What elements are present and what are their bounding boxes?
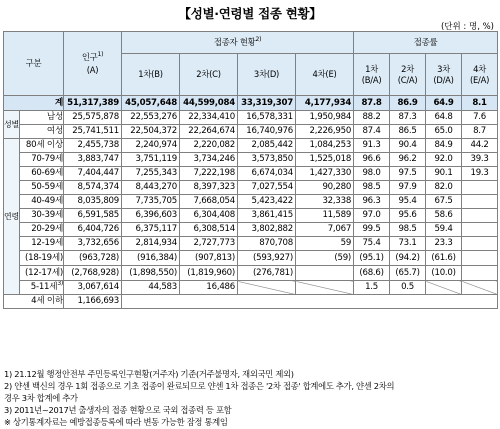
cell: (593,927) [238, 251, 296, 266]
footnote: 1) 21.12월 행정안전부 주민등록인구현황(거주자) 기준(거주불명자, 재외국민 제외) [4, 369, 294, 379]
cell: 3,802,882 [238, 223, 296, 237]
cell: 1,084,253 [296, 139, 354, 153]
table-row [4, 266, 498, 281]
header-rate: 접종률 [354, 32, 498, 54]
cell: 64.8 [426, 111, 462, 125]
cell: 6,375,117 [122, 223, 180, 237]
cell: 98.5 [354, 181, 390, 195]
cell: 7,067 [296, 223, 354, 237]
cell: 8,397,323 [180, 181, 238, 195]
header-rate1: 1차 (B/A) [354, 54, 390, 96]
cell: 44,583 [122, 281, 180, 295]
cell [462, 209, 498, 223]
cell: 7,735,705 [122, 195, 180, 209]
cell: 90.4 [390, 139, 426, 153]
cell: 8,574,374 [64, 181, 122, 195]
header-dose2: 2차(C) [180, 54, 238, 96]
cell: 7,668,054 [180, 195, 238, 209]
cell: 88.2 [354, 111, 390, 125]
cell: 7,404,447 [64, 167, 122, 181]
cell: 33,319,307 [238, 96, 296, 111]
cell: 3,861,415 [238, 209, 296, 223]
header-population: 인구$^{1)}$ (A) [64, 32, 122, 96]
cell: 84.9 [426, 139, 462, 153]
cell: (276,781) [238, 266, 296, 281]
cell: 23.3 [426, 237, 462, 251]
cell: 1.5 [354, 281, 390, 295]
row-label: 60-69세 [20, 167, 64, 181]
cell: 39.3 [462, 153, 498, 167]
cell: 870,708 [238, 237, 296, 251]
cell: 44,599,084 [180, 96, 238, 111]
cell: 64.9 [426, 96, 462, 111]
row-label: 남성 [20, 111, 64, 125]
footnote: 2) 얀센 백신의 경우 1회 접종으로 기초 접종이 완료되므로 얀센 1차 접종은 '2차 접종' 합계에도 추가, 얀센 2차의 [4, 381, 395, 391]
cell: 97.5 [390, 167, 426, 181]
header-vaccinated: 접종자 현황$^{2)}$ [122, 32, 354, 54]
cell: 2,085,442 [238, 139, 296, 153]
cell: 98.0 [354, 167, 390, 181]
table-row [4, 153, 498, 167]
cell: 16,578,331 [238, 111, 296, 125]
cell: 22,553,276 [122, 111, 180, 125]
cell: 59.4 [426, 223, 462, 237]
cell: 1,427,330 [296, 167, 354, 181]
cell: (10.0) [426, 266, 462, 281]
cell: 6,396,603 [122, 209, 180, 223]
cell: 67.5 [426, 195, 462, 209]
cell [462, 251, 498, 266]
table-row [4, 223, 498, 237]
header-rate2: 2차 (C/A) [390, 54, 426, 96]
table-row [4, 111, 498, 125]
vaccination-table [3, 31, 498, 309]
cell: 95.6 [390, 209, 426, 223]
table-row [4, 209, 498, 223]
cell: 6,591,585 [64, 209, 122, 223]
cell [462, 181, 498, 195]
cell: 2,455,738 [64, 139, 122, 153]
cell: 32,338 [296, 195, 354, 209]
table-row [4, 295, 498, 309]
row-label: (12-17세) [20, 266, 64, 281]
table-row [4, 281, 498, 295]
cell [462, 223, 498, 237]
cell: 22,264,674 [180, 125, 238, 139]
cell: 8,443,270 [122, 181, 180, 195]
table-row [4, 237, 498, 251]
cell: 1,166,693 [64, 295, 122, 309]
row-label: (18-19세) [20, 251, 64, 266]
row-label: 여성 [20, 125, 64, 139]
row-label: 12-19세 [20, 237, 64, 251]
cell: 87.4 [354, 125, 390, 139]
cell: 6,308,514 [180, 223, 238, 237]
table-row [4, 125, 498, 139]
cell: 2,814,934 [122, 237, 180, 251]
cell: 82.0 [426, 181, 462, 195]
cell: (61.6) [426, 251, 462, 266]
cell: 51,317,389 [64, 96, 122, 111]
cell: (94.2) [390, 251, 426, 266]
cell: 58.6 [426, 209, 462, 223]
header-dose4: 4차(E) [296, 54, 354, 96]
cell: 2,226,950 [296, 125, 354, 139]
cell: (68.6) [354, 266, 390, 281]
cell: 96.2 [390, 153, 426, 167]
cell: 3,734,246 [180, 153, 238, 167]
cell: 59 [296, 237, 354, 251]
cell: 45,057,648 [122, 96, 180, 111]
table-row [4, 181, 498, 195]
cell: (95.1) [354, 251, 390, 266]
cell: 3,732,656 [64, 237, 122, 251]
cell: 1,525,018 [296, 153, 354, 167]
cell: 25,575,878 [64, 111, 122, 125]
table-row [4, 139, 498, 153]
cell: (916,384) [122, 251, 180, 266]
cell: 5,423,422 [238, 195, 296, 209]
cell: 91.3 [354, 139, 390, 153]
cell [238, 281, 296, 295]
empty-cell [122, 295, 498, 309]
group-label: 성별 [4, 111, 20, 139]
cell: 7,255,343 [122, 167, 180, 181]
cell [462, 266, 498, 281]
cell: 96.6 [354, 153, 390, 167]
cell: 3,067,614 [64, 281, 122, 295]
cell: 97.0 [354, 209, 390, 223]
cell: 73.1 [390, 237, 426, 251]
cell: 16,486 [180, 281, 238, 295]
cell: 75.4 [354, 237, 390, 251]
cell: 6,404,726 [64, 223, 122, 237]
cell: 7.6 [462, 111, 498, 125]
cell: 95.4 [390, 195, 426, 209]
cell: 90,280 [296, 181, 354, 195]
table-row [4, 251, 498, 266]
header-rate3: 3차 (D/A) [426, 54, 462, 96]
cell: 97.9 [390, 181, 426, 195]
row-label: 50-59세 [20, 181, 64, 195]
cell: (1,819,960) [180, 266, 238, 281]
cell: 44.2 [462, 139, 498, 153]
cell: 87.3 [390, 111, 426, 125]
cell: 22,504,372 [122, 125, 180, 139]
cell: 92.0 [426, 153, 462, 167]
cell [462, 237, 498, 251]
row-label: 5-11세$^{3)}$ [20, 281, 64, 295]
cell: 87.8 [354, 96, 390, 111]
cell: 2,220,082 [180, 139, 238, 153]
cell: 4,177,934 [296, 96, 354, 111]
cell: 16,740,976 [238, 125, 296, 139]
cell: (1,898,550) [122, 266, 180, 281]
table-row [4, 195, 498, 209]
header-dose3: 3차(D) [238, 54, 296, 96]
cell: 25,741,511 [64, 125, 122, 139]
row-label: 70-79세 [20, 153, 64, 167]
cell: 7,027,554 [238, 181, 296, 195]
cell [426, 281, 462, 295]
cell: 6,304,408 [180, 209, 238, 223]
cell: 99.5 [354, 223, 390, 237]
cell [462, 195, 498, 209]
cell: 6,674,034 [238, 167, 296, 181]
row-label: 계 [4, 96, 64, 111]
footnote: 3) 2011년~2017년 출생자의 접종 현황으로 국외 접종력 등 포함 [4, 405, 232, 415]
cell: 86.9 [390, 96, 426, 111]
row-label: 4세 이하 [4, 295, 64, 309]
row-label: 80세 이상 [20, 139, 64, 153]
cell: 65.0 [426, 125, 462, 139]
header-dose1: 1차(B) [122, 54, 180, 96]
table-title: 【성별·연령별 접종 현황】 [178, 6, 322, 21]
header-rate4: 4차 (E/A) [462, 54, 498, 96]
cell: (963,728) [64, 251, 122, 266]
cell: 8.7 [462, 125, 498, 139]
cell: 11,589 [296, 209, 354, 223]
cell: 3,573,850 [238, 153, 296, 167]
row-label: 40-49세 [20, 195, 64, 209]
cell: 8.1 [462, 96, 498, 111]
row-label: 30-39세 [20, 209, 64, 223]
cell [296, 281, 354, 295]
cell: 22,334,410 [180, 111, 238, 125]
footnote: 경우 3차 합계에 추가 [4, 393, 78, 403]
cell: 3,883,747 [64, 153, 122, 167]
table-row [4, 167, 498, 181]
cell [296, 266, 354, 281]
cell: (65.7) [390, 266, 426, 281]
total-row [4, 96, 498, 111]
cell: (2,768,928) [64, 266, 122, 281]
cell: 86.5 [390, 125, 426, 139]
cell: 3,751,119 [122, 153, 180, 167]
footnotes [4, 368, 498, 428]
cell: 1,950,984 [296, 111, 354, 125]
cell: 96.3 [354, 195, 390, 209]
cell: (59) [296, 251, 354, 266]
cell: 90.1 [426, 167, 462, 181]
cell: 19.3 [462, 167, 498, 181]
header-group: 구분 [4, 32, 64, 96]
cell: 2,240,974 [122, 139, 180, 153]
cell [462, 281, 498, 295]
cell: 98.5 [390, 223, 426, 237]
footnote: ※ 상기통계자료는 예방접종등록에 따라 변동 가능한 잠정 통계임 [4, 417, 228, 427]
cell: 2,727,773 [180, 237, 238, 251]
row-label: 20-29세 [20, 223, 64, 237]
cell: (907,813) [180, 251, 238, 266]
cell: 0.5 [390, 281, 426, 295]
cell: 8,035,809 [64, 195, 122, 209]
unit-label: (단위 : 명, %) [440, 22, 494, 32]
group-label: 연령 [4, 139, 20, 295]
cell: 7,222,198 [180, 167, 238, 181]
